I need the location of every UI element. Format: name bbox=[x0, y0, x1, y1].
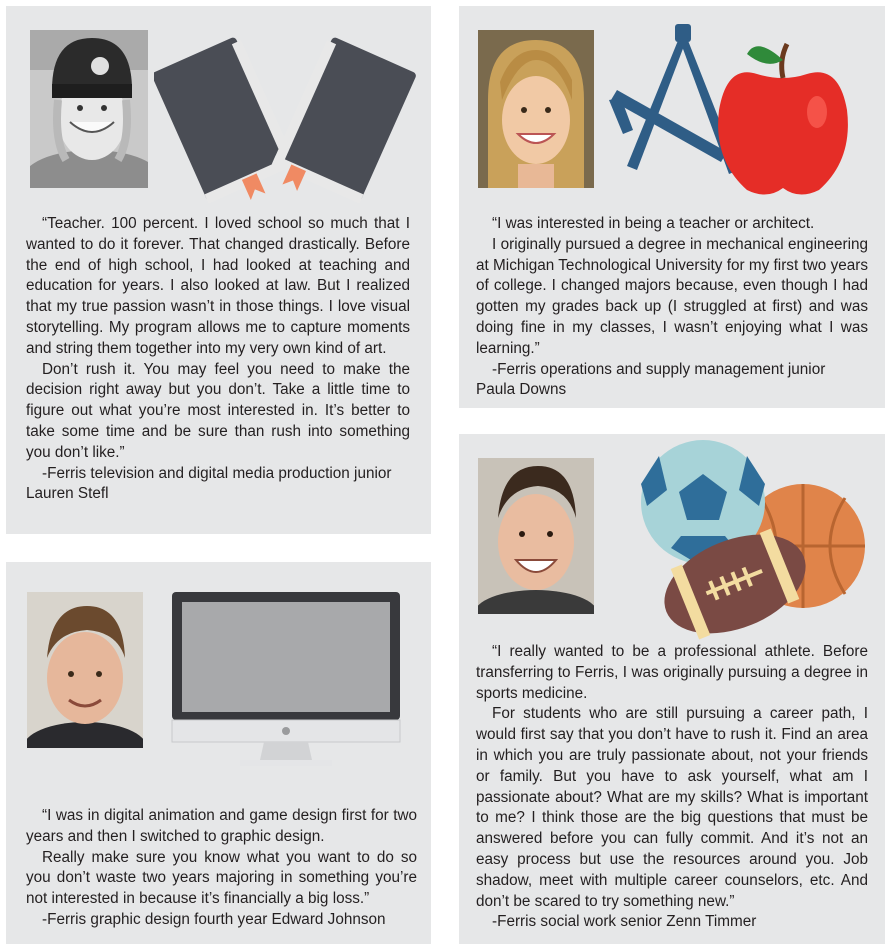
quote-paragraph: Really make sure you know what you want to do so you don’t waste two years majoring in something you’re not interested in because it’s financially a big loss.” bbox=[26, 848, 417, 908]
attribution: -Ferris social work senior Zenn Timmer bbox=[492, 913, 757, 931]
quote-text-johnson bbox=[26, 806, 417, 931]
quote-text-downs bbox=[476, 214, 868, 401]
quote-text-timmer bbox=[476, 642, 868, 933]
quote-text-stefl bbox=[26, 214, 410, 505]
profile-card-johnson bbox=[6, 562, 431, 944]
quote-paragraph: For students who are still pursuing a career path, I would first say that you don’t have to rush it. Find an area in which you are truly passionate about, not your friends or family. But you have to ask yourself, what am I passionate about? What are my skills? What is important to me? I think those are the big questions that must be answered before you can fully commit. And it’s not an easy process but use the resources around you. Job shadow, meet with multiple career counselors, etc. And don’t be scared to try something new.” bbox=[476, 705, 868, 910]
profile-card-timmer bbox=[459, 434, 885, 944]
attribution: -Ferris operations and supply management junior Paula Downs bbox=[476, 360, 826, 399]
quote-paragraph: I originally pursued a degree in mechanical engineering at Michigan Technological University for my first two years of college. I changed majors because, even though I had gotten my grades back up (I struggled at first) and was doing fine in my classes, I wasn’t enjoying what I was learning.” bbox=[476, 235, 868, 357]
quote-paragraph: “I was interested in being a teacher or architect. bbox=[492, 215, 815, 232]
profile-card-stefl bbox=[6, 6, 431, 534]
quote-paragraph: “Teacher. 100 percent. I loved school so much that I wanted to do it forever. That changed drastically. Before the end of high school, I had looked at teaching and education for years. I also looked at law. But I realized that my true passion wasn’t in those things. I love visual storytelling. My program allows me to capture moments and string them together into my very own kind of art. bbox=[26, 215, 410, 357]
quote-paragraph: “I really wanted to be a professional athlete. Before transferring to Ferris, I was originally pursuing a degree in sports medicine. bbox=[476, 643, 868, 702]
attribution: -Ferris graphic design fourth year Edward Johnson bbox=[42, 910, 386, 928]
portrait-photo-timmer bbox=[478, 458, 594, 614]
portrait-photo-downs bbox=[478, 30, 594, 188]
portrait-photo-johnson bbox=[27, 592, 143, 748]
quote-paragraph: “I was in digital animation and game design first for two years and then I switched to graphic design. bbox=[26, 807, 417, 845]
attribution: -Ferris television and digital media production junior Lauren Stefl bbox=[26, 464, 392, 503]
drafting-compass-and-apple-icon bbox=[607, 20, 869, 206]
profile-card-downs bbox=[459, 6, 885, 408]
desktop-computer-icon bbox=[170, 590, 402, 768]
sports-balls-icon bbox=[631, 436, 871, 642]
portrait-photo-stefl bbox=[30, 30, 148, 188]
quote-paragraph: Don’t rush it. You may feel you need to make the decision right away but you don’t. Take a little time to figure out what you’re most interested in. It’s better to take some time and be sure than rush into something you don’t like.” bbox=[26, 360, 410, 461]
books-icon bbox=[154, 20, 416, 206]
